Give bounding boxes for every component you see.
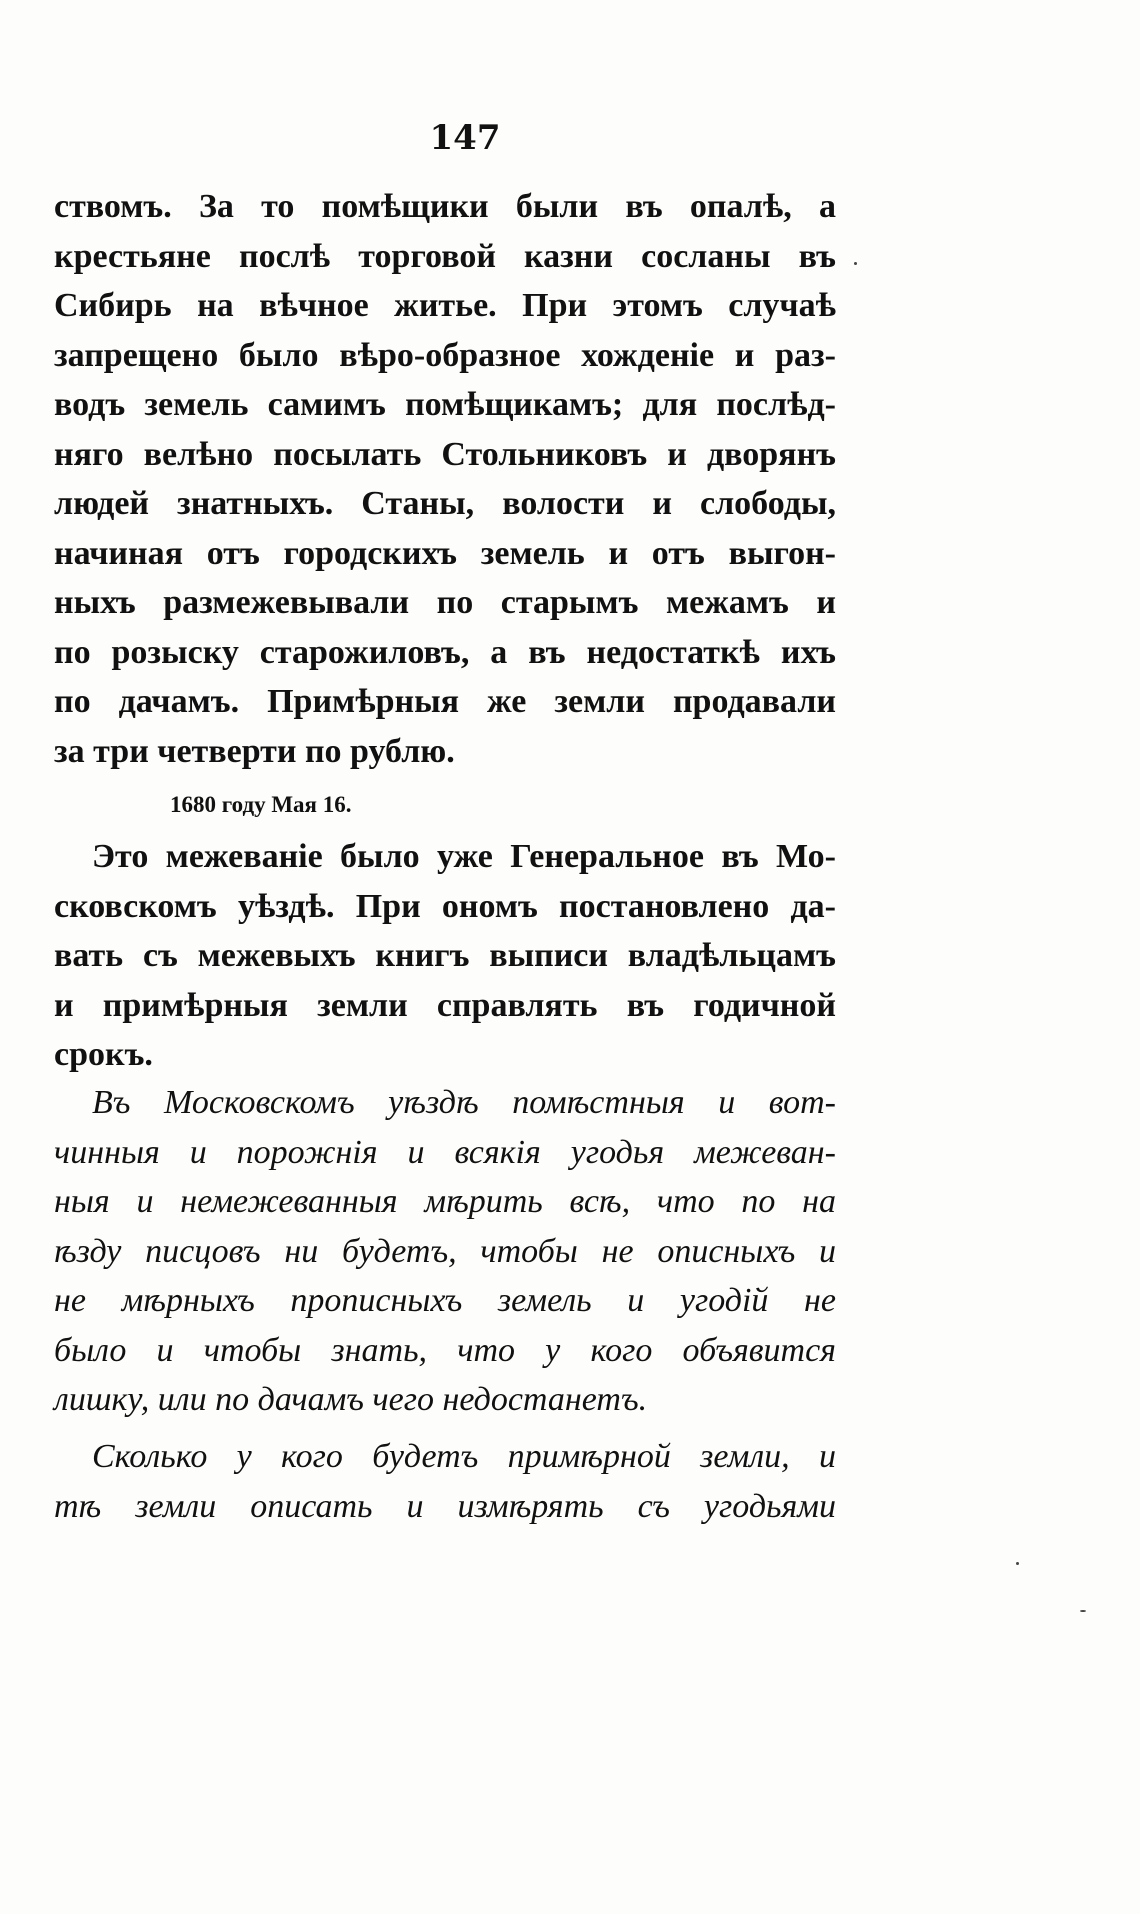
print-speck bbox=[1016, 1562, 1019, 1565]
quote-1 bbox=[54, 1078, 836, 1425]
text-line: лишку, или по дачамъ чего недостанетъ. bbox=[54, 1381, 648, 1418]
date-note: 1680 году Мая 16. bbox=[170, 792, 352, 817]
text-line: вать съ межевыхъ книгъ выписи владѣльцамъ bbox=[54, 937, 836, 974]
print-speck bbox=[1080, 1610, 1086, 1612]
text-line: Сколько у кого будетъ примѣрной земли, и bbox=[92, 1438, 836, 1475]
text-line: водъ земель самимъ помѣщикамъ; для послѣд- bbox=[54, 386, 836, 423]
text-line: за три четверти по рублю. bbox=[54, 732, 455, 770]
page-number: 147 bbox=[429, 118, 501, 158]
text-line: чинныя и порожнія и всякія угодья межеван- bbox=[54, 1133, 836, 1171]
text-line: Сибирь на вѣчное житье. При этомъ случаѣ bbox=[54, 287, 836, 324]
print-speck bbox=[854, 262, 857, 265]
text-line: няго велѣно посылать Стольниковъ и дворянъ bbox=[54, 435, 836, 473]
text-line: ныхъ размежевывали по старымъ межамъ и bbox=[54, 584, 836, 621]
text-line: начиная отъ городскихъ земель и отъ выгон- bbox=[54, 534, 836, 572]
text-line: было и чтобы знать, что у кого объявится bbox=[54, 1331, 836, 1369]
text-line: ствомъ. За то помѣщики были въ опалѣ, а bbox=[54, 188, 836, 225]
text-line: не мѣрныхъ прописныхъ земель и угодій не bbox=[54, 1282, 836, 1319]
paragraph-1 bbox=[54, 182, 836, 776]
text-line: ныя и немежеванныя мѣрить всѣ, что по на bbox=[54, 1183, 836, 1220]
text-line: крестьяне послѣ торговой казни сосланы въ bbox=[54, 237, 836, 275]
text-line: Въ Московскомъ уѣздѣ помѣстныя и вот- bbox=[92, 1084, 836, 1121]
text-line: по розыску старожиловъ, а въ недостаткѣ ихъ bbox=[54, 633, 836, 671]
text-line: по дачамъ. Примѣрныя же земли продавали bbox=[54, 683, 836, 720]
text-line: срокъ. bbox=[54, 1036, 153, 1073]
text-line: людей знатныхъ. Станы, волости и слободы, bbox=[54, 485, 836, 522]
text-line: запрещено было вѣро-образное хожденіе и раз- bbox=[54, 336, 836, 374]
text-line: ѣзду писцовъ ни будетъ, чтобы не описныхъ и bbox=[54, 1232, 836, 1270]
text-line: и примѣрныя земли справлять въ годичной bbox=[54, 986, 836, 1024]
text-line: Это межеваніе было уже Генеральное въ Мо- bbox=[92, 838, 836, 875]
quote-2 bbox=[54, 1432, 836, 1531]
text-line: сковскомъ уѣздѣ. При ономъ постановлено да- bbox=[54, 887, 836, 925]
paragraph-2 bbox=[54, 832, 836, 1080]
text-line: тѣ земли описать и измѣрять съ угодьями bbox=[54, 1487, 836, 1525]
